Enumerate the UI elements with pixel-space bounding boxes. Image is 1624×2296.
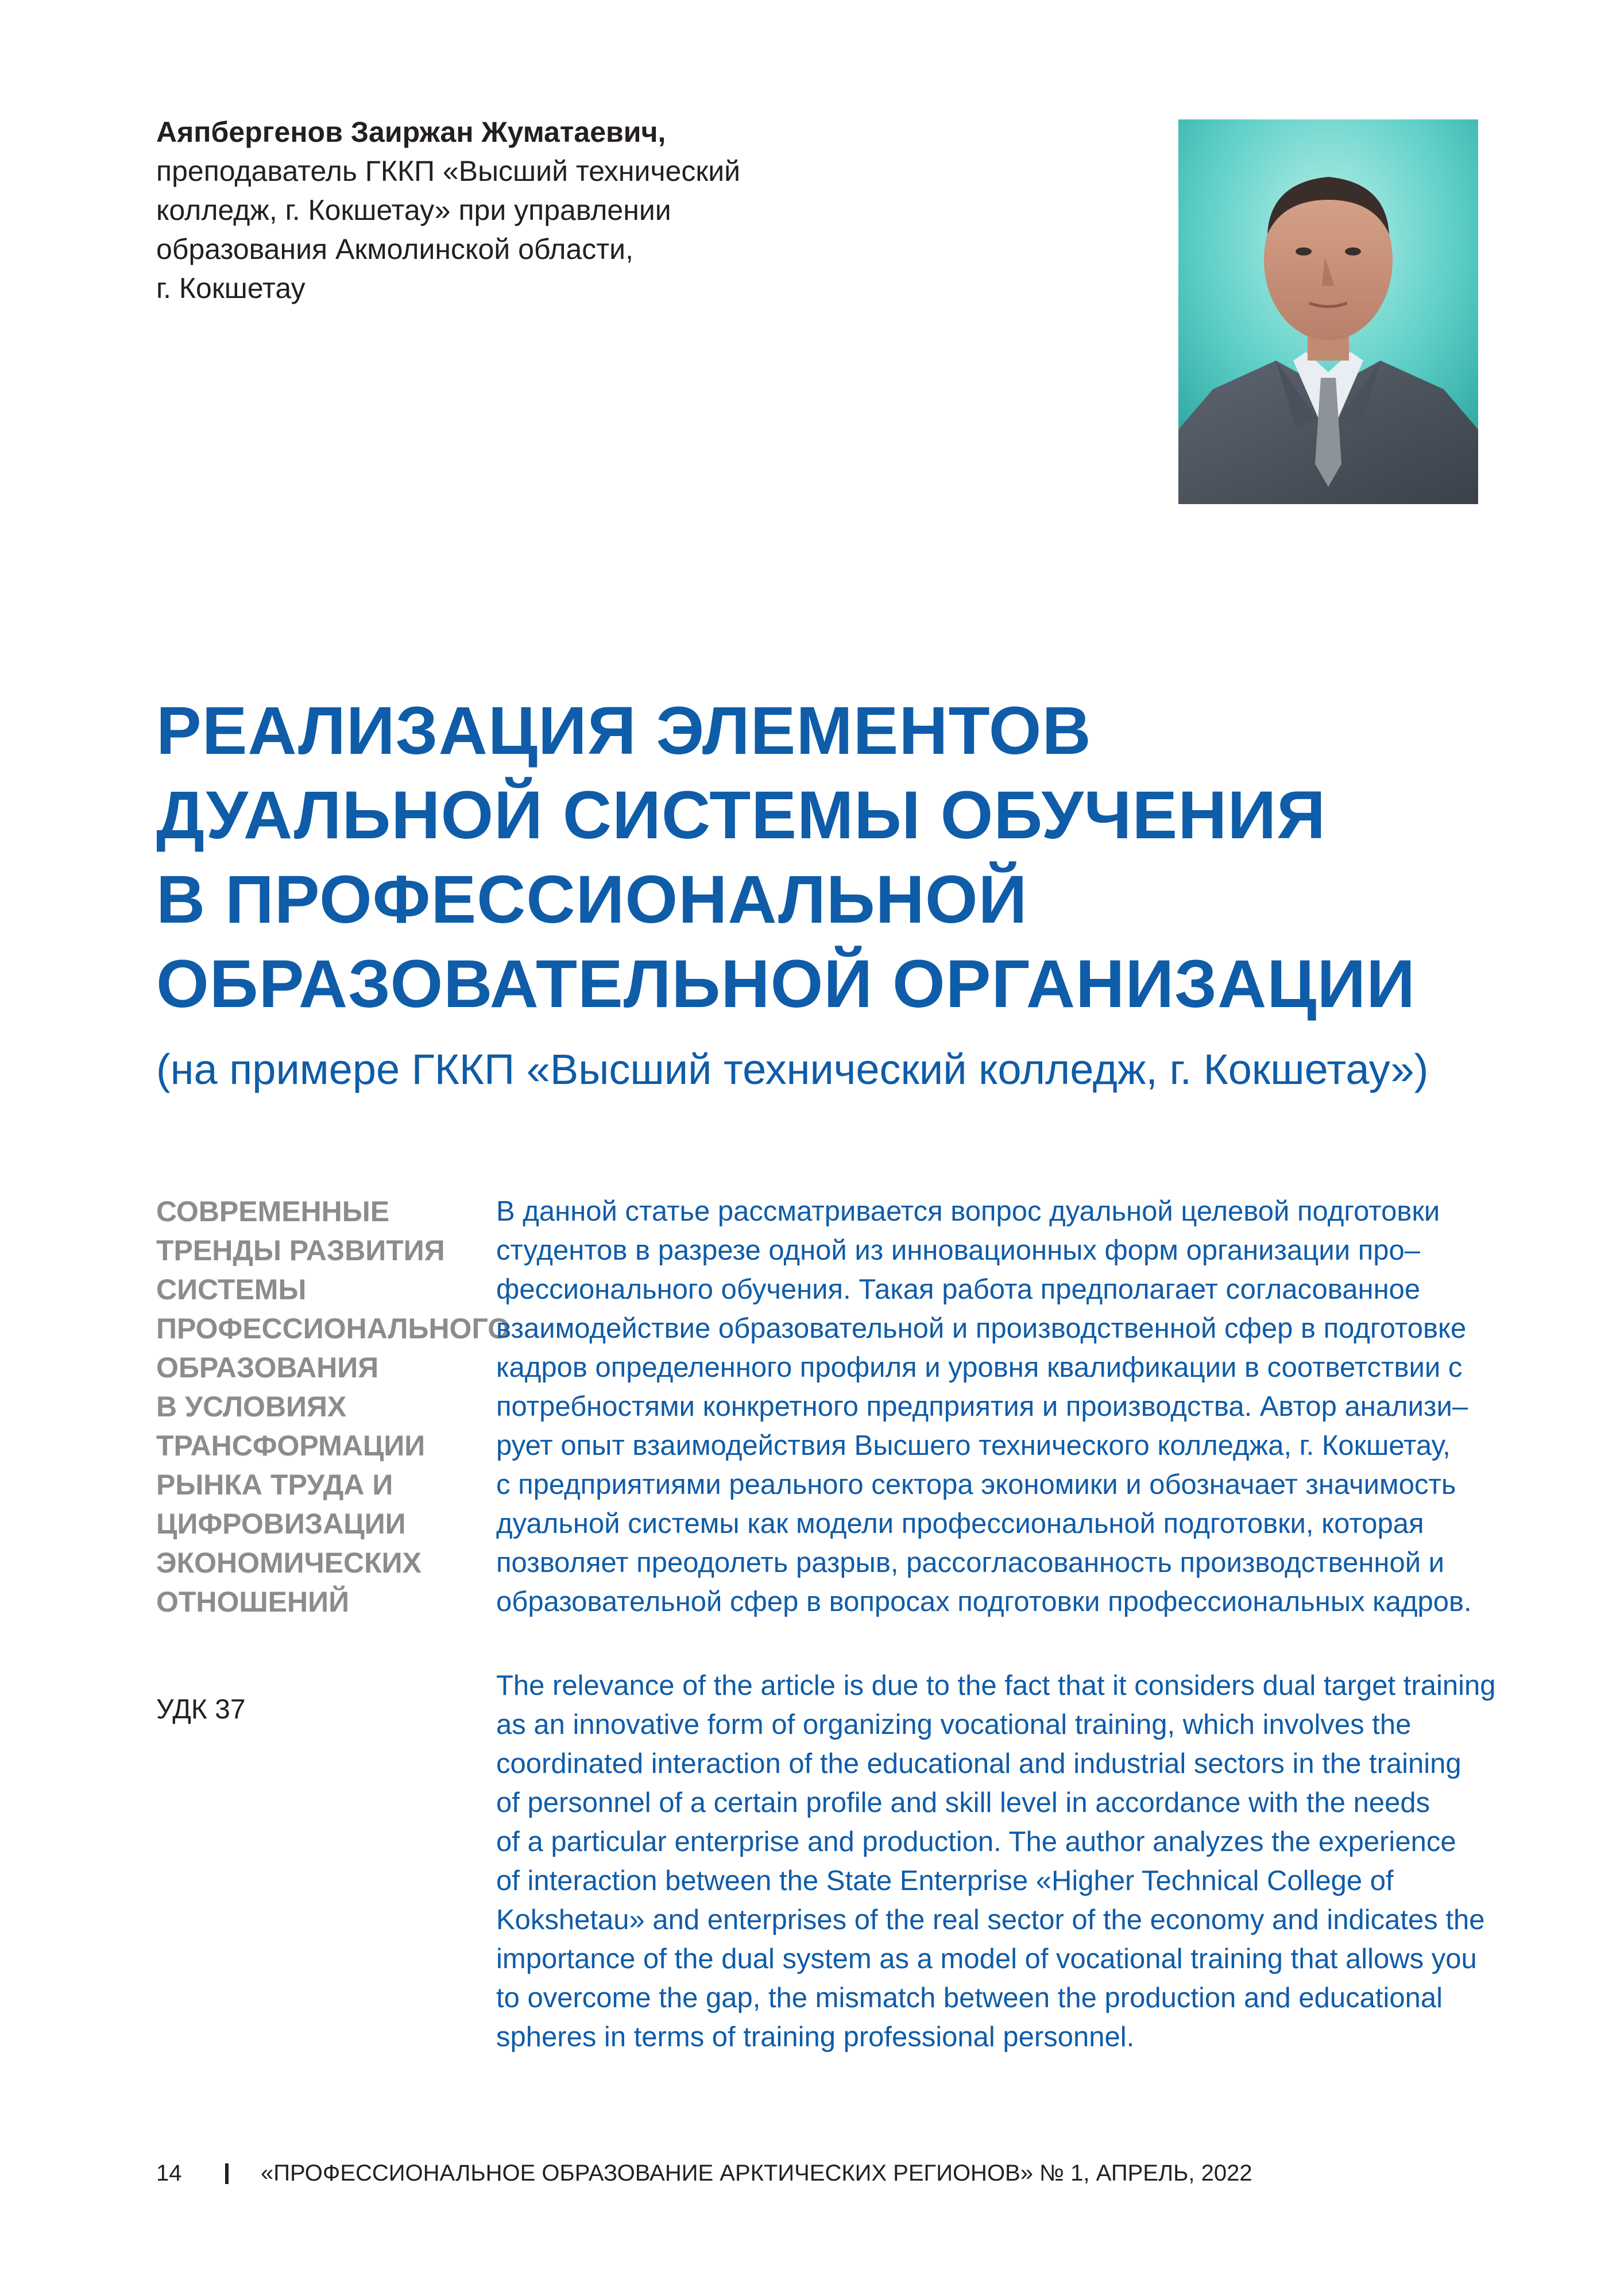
abstract-line: взаимодействие образовательной и производственной сфер в подготовке xyxy=(496,1313,1467,1344)
abstract-line: позволяет преодолеть разрыв, рассогласованность производственной и xyxy=(496,1547,1445,1578)
rubric-heading xyxy=(156,1192,511,1621)
abstract-english xyxy=(496,1666,1496,2057)
rubric-column xyxy=(156,1192,511,1621)
rubric-line: СИСТЕМЫ xyxy=(156,1273,307,1306)
abstract-line: as an innovative form of organizing vocational training, which involves the xyxy=(496,1709,1412,1740)
title-line: В ПРОФЕССИОНАЛЬНОЙ xyxy=(156,862,1028,938)
udk-code: УДК 37 xyxy=(156,1694,246,1725)
abstract-line: importance of the dual system as a model of vocational training that allows you xyxy=(496,1943,1477,1974)
title-line: РЕАЛИЗАЦИЯ ЭЛЕМЕНТОВ xyxy=(156,693,1092,769)
abstract-line: рует опыт взаимодействия Высшего технического колледжа, г. Кокшетау, xyxy=(496,1430,1451,1461)
author-affiliation-line: образования Акмолинской области, xyxy=(156,233,633,265)
abstract-line: to overcome the gap, the mismatch between the production and educational xyxy=(496,1983,1443,2014)
rubric-line: ЭКОНОМИЧЕСКИХ xyxy=(156,1547,422,1579)
author-affiliation xyxy=(156,152,1132,308)
article-subtitle: (на примере ГККП «Высший технический колледж, г. Кокшетау») xyxy=(156,1046,1429,1093)
abstract-line: The relevance of the article is due to the fact that it considers dual target training xyxy=(496,1670,1496,1701)
abstract-line: кадров определенного профиля и уровня квалификации в соответствии с xyxy=(496,1352,1463,1383)
abstract-line: с предприятиями реального сектора экономики и обозначает значимость xyxy=(496,1469,1456,1500)
author-portrait-image xyxy=(1178,119,1478,504)
author-photo xyxy=(1178,119,1478,504)
author-block xyxy=(156,113,1132,308)
rubric-line: ОТНОШЕНИЙ xyxy=(156,1586,350,1618)
page-footer xyxy=(156,2158,1252,2189)
rubric-line: ПРОФЕССИОНАЛЬНОГО xyxy=(156,1312,511,1345)
abstract-line: of a particular enterprise and production. The author analyzes the experience xyxy=(496,1826,1456,1857)
author-affiliation-line: г. Кокшетау xyxy=(156,272,306,304)
author-affiliation-line: преподаватель ГККП «Высший технический xyxy=(156,155,741,187)
rubric-line: ТРАНСФОРМАЦИИ xyxy=(156,1430,426,1462)
rubric-line: В УСЛОВИЯХ xyxy=(156,1391,347,1423)
article-title xyxy=(156,689,1477,1027)
footer-separator xyxy=(225,2163,229,2184)
author-affiliation-line: колледж, г. Кокшетау» при управлении xyxy=(156,194,671,226)
abstract-line: coordinated interaction of the educational and industrial sectors in the training xyxy=(496,1748,1461,1779)
abstract-line: дуальной системы как модели профессиональной подготовки, которая xyxy=(496,1508,1424,1539)
abstract-line: потребностями конкретного предприятия и производства. Автор анализи– xyxy=(496,1391,1468,1422)
abstract-russian xyxy=(496,1192,1484,1621)
title-line: ОБРАЗОВАТЕЛЬНОЙ ОРГАНИЗАЦИИ xyxy=(156,946,1416,1022)
abstract-line: В данной статье рассматривается вопрос дуальной целевой подготовки xyxy=(496,1196,1440,1227)
abstract-line: spheres in terms of training professional personnel. xyxy=(496,2022,1135,2053)
rubric-line: ТРЕНДЫ РАЗВИТИЯ xyxy=(156,1234,445,1267)
abstract-line: фессионального обучения. Такая работа предполагает согласованное xyxy=(496,1274,1421,1305)
journal-name: «ПРОФЕССИОНАЛЬНОЕ ОБРАЗОВАНИЕ АРКТИЧЕСКИХ РЕГИОНОВ» № 1, АПРЕЛЬ, 2022 xyxy=(261,2161,1252,2186)
abstract-line: Kokshetau» and enterprises of the real sector of the economy and indicates the xyxy=(496,1904,1485,1935)
title-line: ДУАЛЬНОЙ СИСТЕМЫ ОБУЧЕНИЯ xyxy=(156,777,1327,853)
rubric-line: ОБРАЗОВАНИЯ xyxy=(156,1352,379,1384)
abstract-line: of interaction between the State Enterprise «Higher Technical College of xyxy=(496,1865,1394,1896)
abstract-line: студентов в разрезе одной из инновационных форм организации про– xyxy=(496,1235,1420,1266)
page-number: 14 xyxy=(156,2161,182,2186)
abstract-line: of personnel of a certain profile and skill level in accordance with the needs xyxy=(496,1787,1430,1818)
abstract-line: образовательной сфер в вопросах подготовки профессиональных кадров. xyxy=(496,1586,1472,1617)
rubric-line: РЫНКА ТРУДА И xyxy=(156,1469,393,1501)
rubric-line: ЦИФРОВИЗАЦИИ xyxy=(156,1508,406,1540)
author-name: Аяпбергенов Заиржан Жуматаевич, xyxy=(156,116,666,148)
rubric-line: СОВРЕМЕННЫЕ xyxy=(156,1195,390,1228)
